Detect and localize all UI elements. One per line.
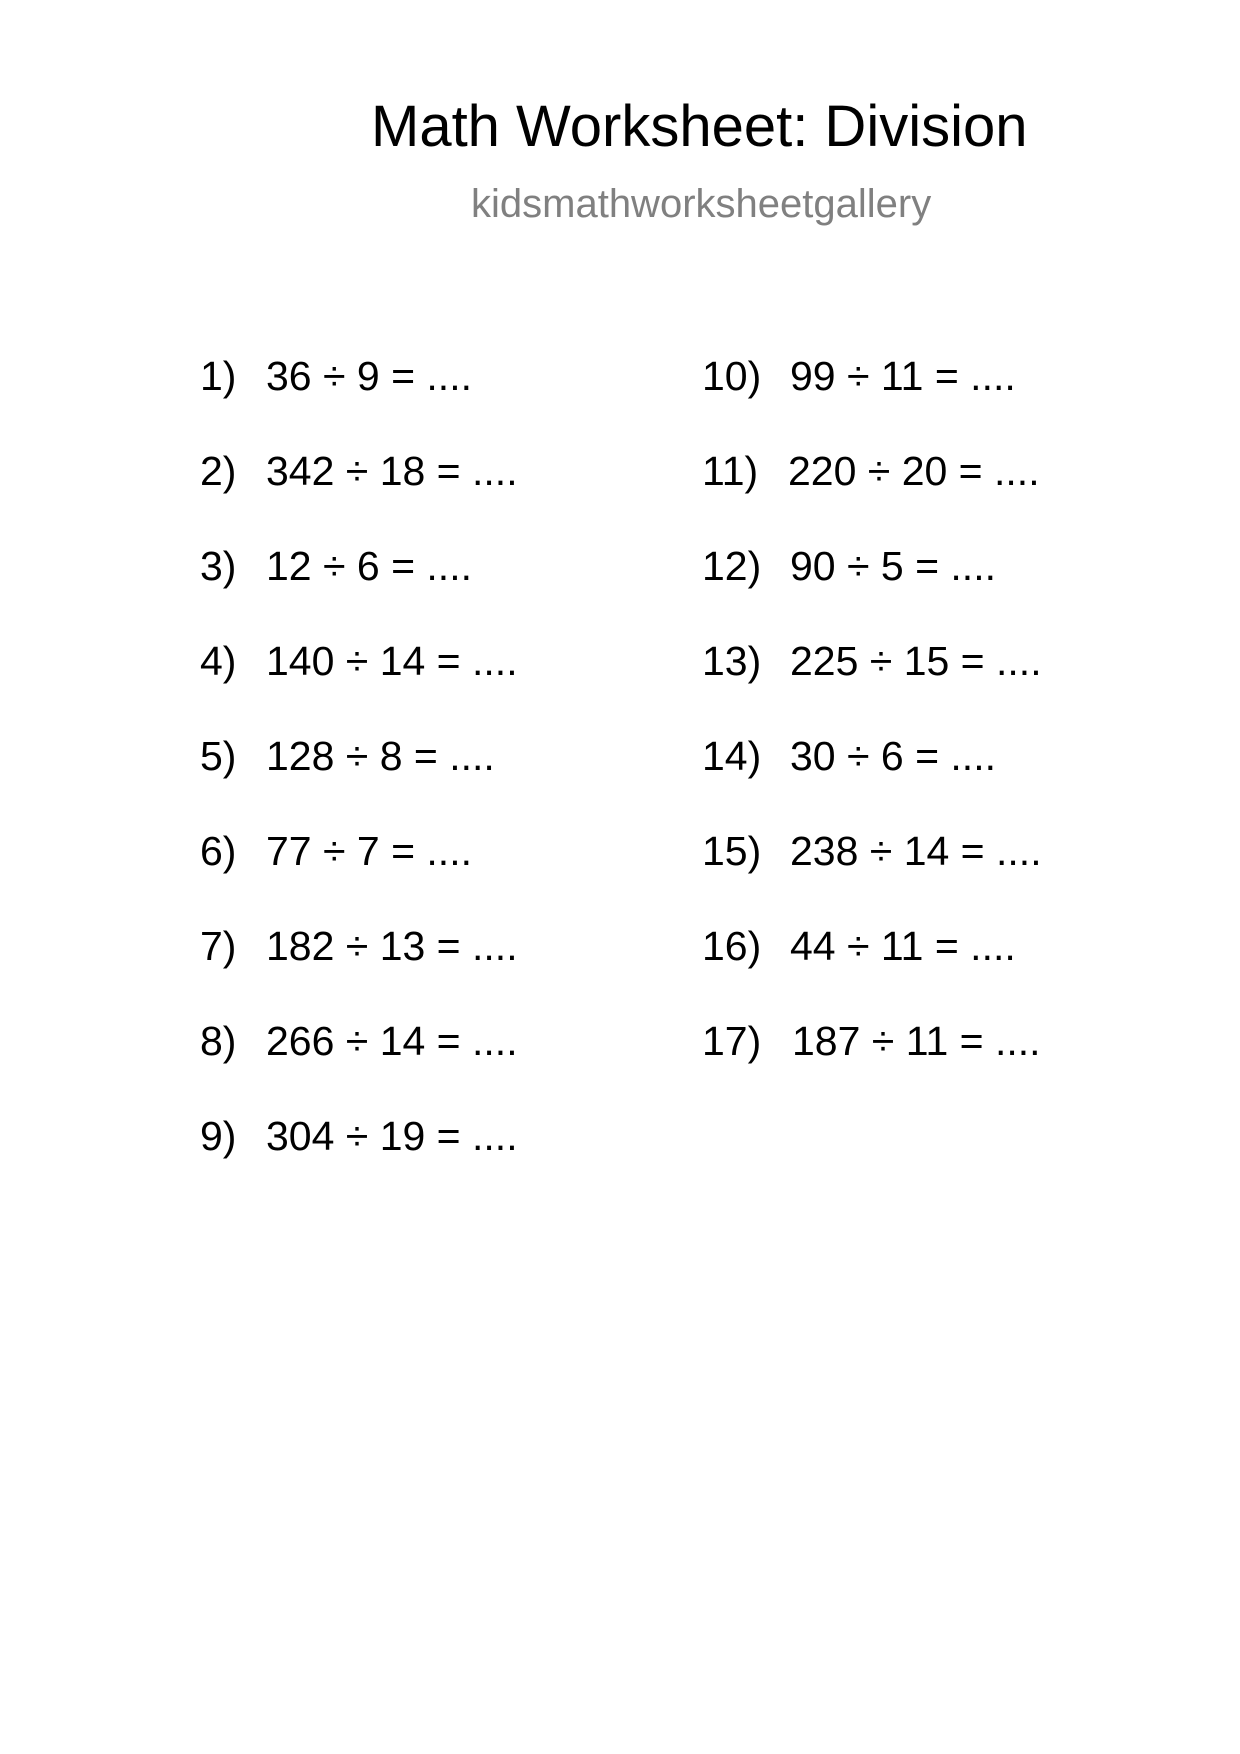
problem-expression: 220 ÷ 20 = ....: [788, 448, 1040, 494]
page-subtitle: kidsmathworksheetgallery: [471, 182, 932, 226]
problem-number: 9): [200, 1113, 237, 1159]
problem-number: 6): [200, 828, 237, 874]
problem-number: 7): [200, 923, 237, 969]
problem-expression: 342 ÷ 18 = ....: [266, 448, 518, 494]
problem-expression: 44 ÷ 11 = ....: [790, 923, 1016, 969]
problem-item: [702, 447, 1042, 542]
problem-number: 11): [702, 448, 759, 494]
problem-number: 3): [200, 543, 237, 589]
problem-item: [702, 1017, 1042, 1112]
problem-item: [200, 637, 518, 732]
problem-expression: 12 ÷ 6 = ....: [266, 543, 472, 589]
problem-item: [200, 1112, 518, 1207]
problem-number: 5): [200, 733, 237, 779]
problem-expression: 238 ÷ 14 = ....: [790, 828, 1042, 874]
problem-number: 15): [702, 828, 762, 874]
problem-expression: 90 ÷ 5 = ....: [790, 543, 996, 589]
problem-item: [200, 352, 518, 447]
problem-number: 1): [200, 353, 237, 399]
problem-item: [702, 637, 1042, 732]
problem-column-right: [702, 352, 1042, 1112]
problem-item: [200, 827, 518, 922]
problem-number: 13): [702, 638, 762, 684]
problem-expression: 225 ÷ 15 = ....: [790, 638, 1042, 684]
problem-item: [200, 922, 518, 1017]
problem-expression: 140 ÷ 14 = ....: [266, 638, 518, 684]
problem-item: [200, 447, 518, 542]
problem-item: [702, 352, 1042, 447]
problem-expression: 182 ÷ 13 = ....: [266, 923, 518, 969]
problem-item: [702, 827, 1042, 922]
problem-number: 2): [200, 448, 237, 494]
problem-expression: 128 ÷ 8 = ....: [266, 733, 495, 779]
problem-expression: 99 ÷ 11 = ....: [790, 353, 1016, 399]
problem-item: [702, 922, 1042, 1017]
problem-expression: 304 ÷ 19 = ....: [266, 1113, 518, 1159]
problem-expression: 77 ÷ 7 = ....: [266, 828, 472, 874]
problem-expression: 266 ÷ 14 = ....: [266, 1018, 518, 1064]
problem-expression: 36 ÷ 9 = ....: [266, 353, 472, 399]
problem-number: 12): [702, 543, 762, 589]
problem-number: 16): [702, 923, 762, 969]
problem-item: [200, 732, 518, 827]
problem-expression: 187 ÷ 11 = ....: [792, 1018, 1041, 1064]
problem-item: [200, 1017, 518, 1112]
problem-item: [200, 542, 518, 637]
problem-item: [702, 542, 1042, 637]
problem-item: [702, 732, 1042, 827]
problem-number: 8): [200, 1018, 237, 1064]
problem-number: 14): [702, 733, 762, 779]
page-title: Math Worksheet: Division: [371, 94, 1028, 159]
problem-number: 4): [200, 638, 237, 684]
problem-column-left: [200, 352, 518, 1207]
problem-number: 10): [702, 353, 762, 399]
problem-expression: 30 ÷ 6 = ....: [790, 733, 996, 779]
problem-number: 17): [702, 1018, 762, 1064]
